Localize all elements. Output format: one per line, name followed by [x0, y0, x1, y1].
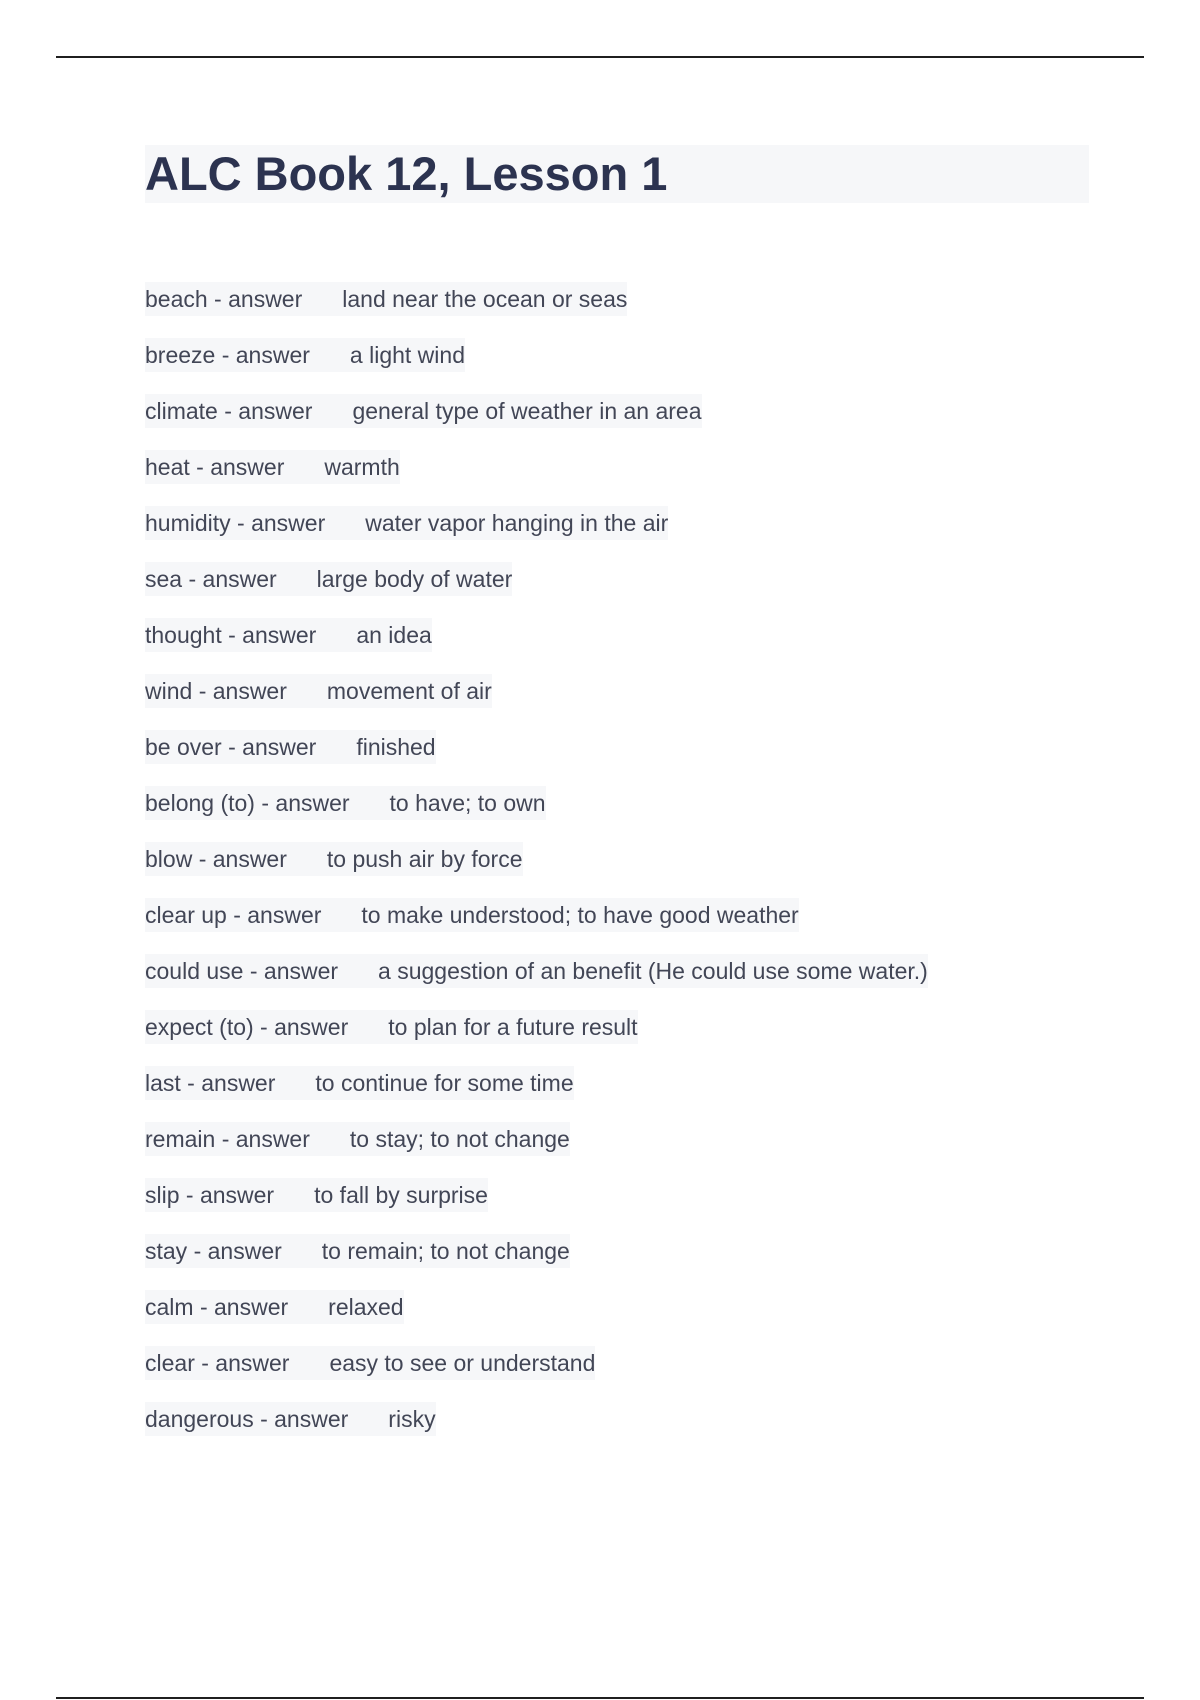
list-item: [145, 1402, 1145, 1458]
entry-definition: easy to see or understand: [329, 1350, 596, 1376]
entry-definition: risky: [388, 1406, 436, 1432]
entry-term: blow - answer: [145, 846, 287, 872]
list-item: [145, 842, 1145, 898]
list-item: [145, 282, 1145, 338]
entry-definition: to have; to own: [389, 790, 546, 816]
list-item: [145, 898, 1145, 954]
entry-term: heat - answer: [145, 454, 285, 480]
entry-term: slip - answer: [145, 1182, 275, 1208]
entry-definition: relaxed: [328, 1294, 404, 1320]
entry-term: could use - answer: [145, 958, 339, 984]
list-item: [145, 1122, 1145, 1178]
list-item: [145, 1178, 1145, 1234]
entry-term: belong (to) - answer: [145, 790, 350, 816]
entry-term: breeze - answer: [145, 342, 310, 368]
list-item: [145, 618, 1145, 674]
list-item: [145, 786, 1145, 842]
entry-definition: a suggestion of an benefit (He could use some water.): [378, 958, 928, 984]
entry-definition: water vapor hanging in the air: [365, 510, 669, 536]
list-item: [145, 1010, 1145, 1066]
entry-term: wind - answer: [145, 678, 287, 704]
list-item: [145, 338, 1145, 394]
list-item: [145, 562, 1145, 618]
bottom-rule: [56, 1697, 1144, 1699]
list-item: [145, 394, 1145, 450]
entry-definition: land near the ocean or seas: [342, 286, 628, 312]
entry-definition: to fall by surprise: [314, 1182, 488, 1208]
entry-term: be over - answer: [145, 734, 317, 760]
entry-definition: to plan for a future result: [388, 1014, 638, 1040]
entry-term: humidity - answer: [145, 510, 326, 536]
entry-definition: an idea: [356, 622, 432, 648]
list-item: [145, 506, 1145, 562]
list-item: [145, 1234, 1145, 1290]
top-rule: [56, 56, 1144, 58]
entry-definition: to remain; to not change: [321, 1238, 570, 1264]
entry-term: clear up - answer: [145, 902, 322, 928]
entry-term: calm - answer: [145, 1294, 289, 1320]
entry-definition: to push air by force: [326, 846, 523, 872]
entry-term: dangerous - answer: [145, 1406, 349, 1432]
list-item: [145, 1066, 1145, 1122]
entry-definition: warmth: [324, 454, 400, 480]
list-item: [145, 954, 1145, 1010]
entry-term: beach - answer: [145, 286, 303, 312]
entry-term: thought - answer: [145, 622, 317, 648]
entry-definition: finished: [356, 734, 436, 760]
entry-term: clear - answer: [145, 1350, 290, 1376]
entry-term: stay - answer: [145, 1238, 282, 1264]
entry-definition: large body of water: [316, 566, 513, 592]
entry-definition: general type of weather in an area: [352, 398, 702, 424]
list-item: [145, 1290, 1145, 1346]
entry-definition: movement of air: [326, 678, 492, 704]
entry-definition: a light wind: [349, 342, 465, 368]
list-item: [145, 730, 1145, 786]
entry-term: sea - answer: [145, 566, 277, 592]
entry-definition: to stay; to not change: [349, 1126, 570, 1152]
list-item: [145, 1346, 1145, 1402]
entry-term: climate - answer: [145, 398, 313, 424]
entry-term: last - answer: [145, 1070, 276, 1096]
entry-definition: to continue for some time: [315, 1070, 574, 1096]
vocabulary-list: [145, 282, 1145, 1458]
entry-term: remain - answer: [145, 1126, 310, 1152]
entry-definition: to make understood; to have good weather: [361, 902, 799, 928]
list-item: [145, 674, 1145, 730]
entry-term: expect (to) - answer: [145, 1014, 349, 1040]
page-title: ALC Book 12, Lesson 1: [145, 147, 668, 200]
list-item: [145, 450, 1145, 506]
